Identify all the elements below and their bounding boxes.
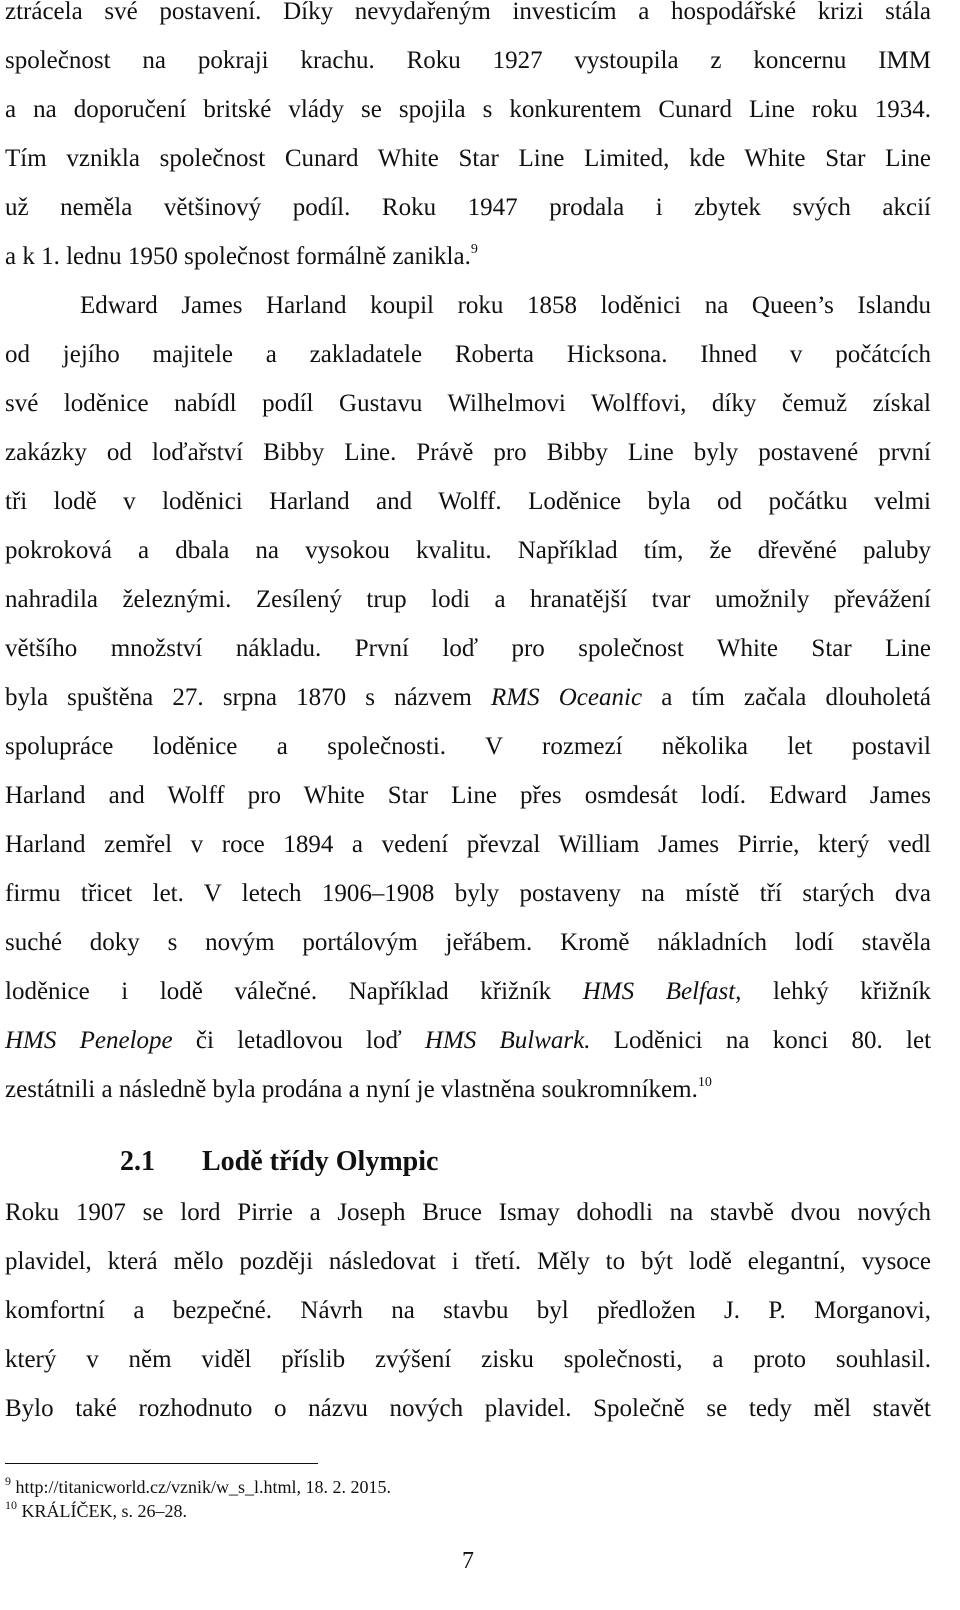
text-span: a tím začala dlouholetá — [661, 684, 932, 711]
text-line — [5, 242, 931, 272]
section-number: 2.1 — [120, 1146, 155, 1177]
text-span: či letadlovou loď — [195, 1027, 402, 1054]
text-span: a k 1. lednu 1950 společnost formálně zanikla. — [5, 243, 471, 270]
footnote-number: 9 — [5, 1474, 11, 1488]
text-line: většího množství nákladu. První loď pro společnost White Star Line — [5, 635, 931, 662]
footnote-number: 10 — [5, 1498, 17, 1512]
text-line: Harland zemřel v roce 1894 a vedení převzal William James Pirrie, který vedl — [5, 831, 931, 858]
footnote — [5, 1476, 391, 1498]
text-line: nahradila železnými. Zesílený trup lodi a hranatější tvar umožnily převážení — [5, 586, 931, 613]
text-line: který v něm viděl příslib zvýšení zisku společnosti, a proto souhlasil. — [5, 1346, 931, 1373]
text-line: komfortní a bezpečné. Návrh na stavbu byl předložen J. P. Morganovi, — [5, 1297, 931, 1324]
text-line: zakázky od loďařství Bibby Line. Právě pro Bibby Line byly postavené první — [5, 439, 931, 466]
text-span: loděnice i lodě válečné. Například křižník — [5, 978, 552, 1005]
text-line — [5, 683, 931, 713]
text-line: tři lodě v loděnici Harland and Wolff. Loděnice byla od počátku velmi — [5, 488, 931, 515]
text-line: plavidel, která mělo později následovat i třetí. Měly to být lodě elegantní, vysoce — [5, 1248, 931, 1275]
text-span: lehký křižník — [773, 978, 932, 1005]
text-line: firmu třicet let. V letech 1906–1908 byly postaveny na místě tří starých dva — [5, 880, 931, 907]
text-line: Roku 1907 se lord Pirrie a Joseph Bruce Ismay dohodli na stavbě dvou nových — [5, 1199, 931, 1226]
text-line: od jejího majitele a zakladatele Roberta Hicksona. Ihned v počátcích — [5, 341, 931, 368]
text-line: Bylo také rozhodnuto o názvu nových plavidel. Společně se tedy měl stavět — [5, 1395, 931, 1422]
page-number: 7 — [462, 1548, 474, 1574]
text-line: suché doky s novým portálovým jeřábem. Kromě nákladních lodí stavěla — [5, 929, 931, 956]
footnote-text: KRÁLÍČEK, s. 26–28. — [21, 1501, 187, 1521]
ship-name: HMS Bulwark. — [424, 1027, 591, 1054]
ship-name: HMS Penelope — [5, 1027, 173, 1054]
text-line: už neměla většinový podíl. Roku 1947 prodala i zbytek svých akcií — [5, 194, 931, 221]
text-line: pokroková a dbala na vysokou kvalitu. Například tím, že dřevěné paluby — [5, 537, 931, 564]
text-line: a na doporučení britské vlády se spojila s konkurentem Cunard Line roku 1934. — [5, 96, 931, 123]
section-heading — [120, 1145, 438, 1179]
text-line — [5, 1075, 931, 1105]
text-line: společnost na pokraji krachu. Roku 1927 vystoupila z koncernu IMM — [5, 47, 931, 74]
ship-name: HMS Belfast, — [582, 978, 742, 1005]
text-line-indented: Edward James Harland koupil roku 1858 loděnici na Queen’s Islandu — [80, 292, 931, 319]
text-line: ztrácela své postavení. Díky nevydařeným investicím a hospodářské krizi stála — [5, 0, 931, 25]
text-span: zestátnili a následně byla prodána a nyní je vlastněna soukromníkem. — [5, 1076, 698, 1103]
text-line — [5, 977, 931, 1007]
footnote-ref-10: 10 — [697, 1075, 712, 1090]
footnote-divider — [5, 1463, 318, 1464]
text-span: byla spuštěna 27. srpna 1870 s názvem — [5, 684, 472, 711]
footnote-text: http://titanicworld.cz/vznik/w_s_l.html, 18. 2. 2015. — [15, 1477, 391, 1497]
section-title: Lodě třídy Olympic — [202, 1146, 439, 1177]
footnote — [5, 1500, 187, 1522]
ship-name: RMS Oceanic — [491, 684, 643, 711]
text-span: Loděnici na konci 80. let — [613, 1027, 932, 1054]
footnote-ref-9: 9 — [470, 242, 478, 257]
text-line: spolupráce loděnice a společnosti. V rozmezí několika let postavil — [5, 733, 931, 760]
text-line: Harland and Wolff pro White Star Line přes osmdesát lodí. Edward James — [5, 782, 931, 809]
text-line — [5, 1026, 931, 1056]
text-line: své loděnice nabídl podíl Gustavu Wilhelmovi Wolffovi, díky čemuž získal — [5, 390, 931, 417]
text-line: Tím vznikla společnost Cunard White Star Line Limited, kde White Star Line — [5, 145, 931, 172]
